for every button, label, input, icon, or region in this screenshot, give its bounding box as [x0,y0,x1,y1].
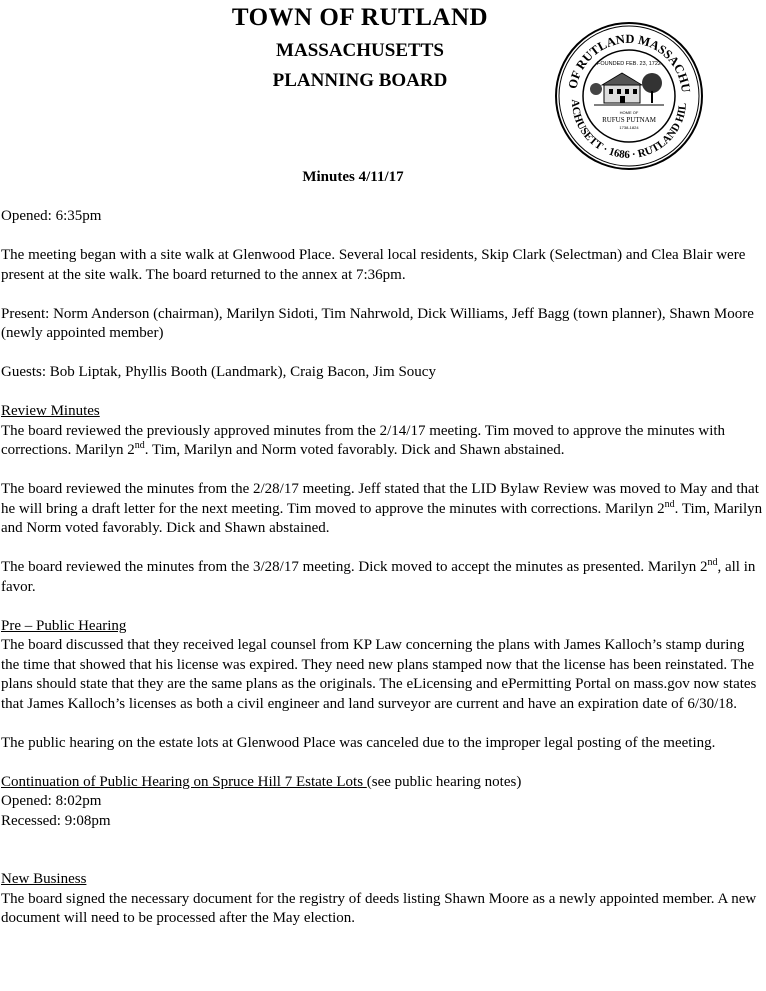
continuation-recessed: Recessed: 9:08pm [1,812,111,829]
new-business-heading: New Business [1,871,87,887]
town-seal [554,21,704,171]
svg-text:WACHUSETT · 1686 · RUTLAND HIL: ACHUSETT · 1686 · RUTLAND HIL [568,99,690,162]
svg-text:HOME OF: HOME OF [619,110,639,115]
board-name: PLANNING BOARD [272,70,448,91]
review-minutes-heading: Review Minutes [1,403,100,419]
document-title: Minutes 4/11/17 [302,169,404,185]
svg-text:TOWN OF RUTLAND MASSACHUSETTS: OF RUTLAND MASSACHU [565,31,693,94]
present-attendees: Present: Norm Anderson (chairman), Marilyn Sidoti, Tim Nahrwold, Dick Williams, Jeff Bagg (town planner), Shawn Moore (newly appointed member) [1,305,754,341]
new-business-section [1,870,763,929]
town-seal-graphic [554,21,704,171]
opened-time: Opened: 6:35pm [1,208,102,224]
town-name: TOWN OF RUTLAND [231,4,489,31]
continuation-note: (see public hearing notes) [366,773,522,790]
continuation-heading-line [1,773,763,793]
pre-public-hearing-heading: Pre – Public Hearing [1,617,127,634]
site-walk-paragraph: The meeting began with a site walk at Glenwood Place. Several local residents, Skip Clark (Selectman) and Clea Blair were present at the site walk. The board returned to the annex at 7:36pm. [1,247,746,283]
review-paragraph-3: The board reviewed the minutes from the 3/28/17 meeting. Dick moved to accept the minutes as presented. Marilyn 2nd, all in favor. [1,557,756,595]
continuation-opened: Opened: 8:02pm [1,793,102,809]
state-name: MASSACHUSETTS [276,40,444,61]
review-paragraph-1: The board reviewed the previously approved minutes from the 2/14/17 meeting. Tim moved to approve the minutes with corrections. Marilyn 2nd. Tim, Marilyn and Norm voted favorably. Dick and Shawn abstained. [1,422,726,458]
review-paragraph-2: The board reviewed the minutes from the 2/28/17 meeting. Jeff stated that the LID Bylaw Review was moved to May and that he will bring a draft letter for the next meeting. Tim moved to approve the minutes with corrections. Marilyn 2nd. Tim, Marilyn and Norm voted favorably. Dick and Shawn abstained. [1,481,763,536]
guests-list: Guests: Bob Liptak, Phyllis Booth (Landmark), Craig Bacon, Jim Soucy [1,364,436,380]
pre-public-hearing-section [1,617,763,754]
svg-text:RUFUS PUTNAM: RUFUS PUTNAM [602,116,656,124]
letterhead [0,0,766,170]
new-business-paragraph: The board signed the necessary document for the registry of deeds listing Shawn Moore as a newly appointed member. A new document will need to be processed after the May election. [1,890,757,926]
svg-text:1738-1824: 1738-1824 [619,125,639,130]
continuation-heading: Continuation of Public Hearing on Spruce Hill 7 Estate Lots [1,773,367,790]
pre-hearing-paragraph-1: The board discussed that they received legal counsel from KP Law concerning the plans with James Kalloch’s stamp during the time that showed that his license was expired. They need new plans stamped now that the license has been reinstated. The plans should state that they are the same plans as the originals. The eLicensing and ePermitting Portal on mass.gov now states that James Kalloch’s licenses as both a civil engineer and land surveyor are current and have an expiration date of 6/30/18. [1,637,757,712]
minutes-body [1,207,763,948]
svg-text:FOUNDED FEB. 23, 1722: FOUNDED FEB. 23, 1722 [597,61,661,67]
review-minutes-section [1,402,763,597]
continuation-section [1,773,763,832]
pre-hearing-paragraph-2: The public hearing on the estate lots at Glenwood Place was canceled due to the improper legal posting of the meeting. [1,734,716,751]
